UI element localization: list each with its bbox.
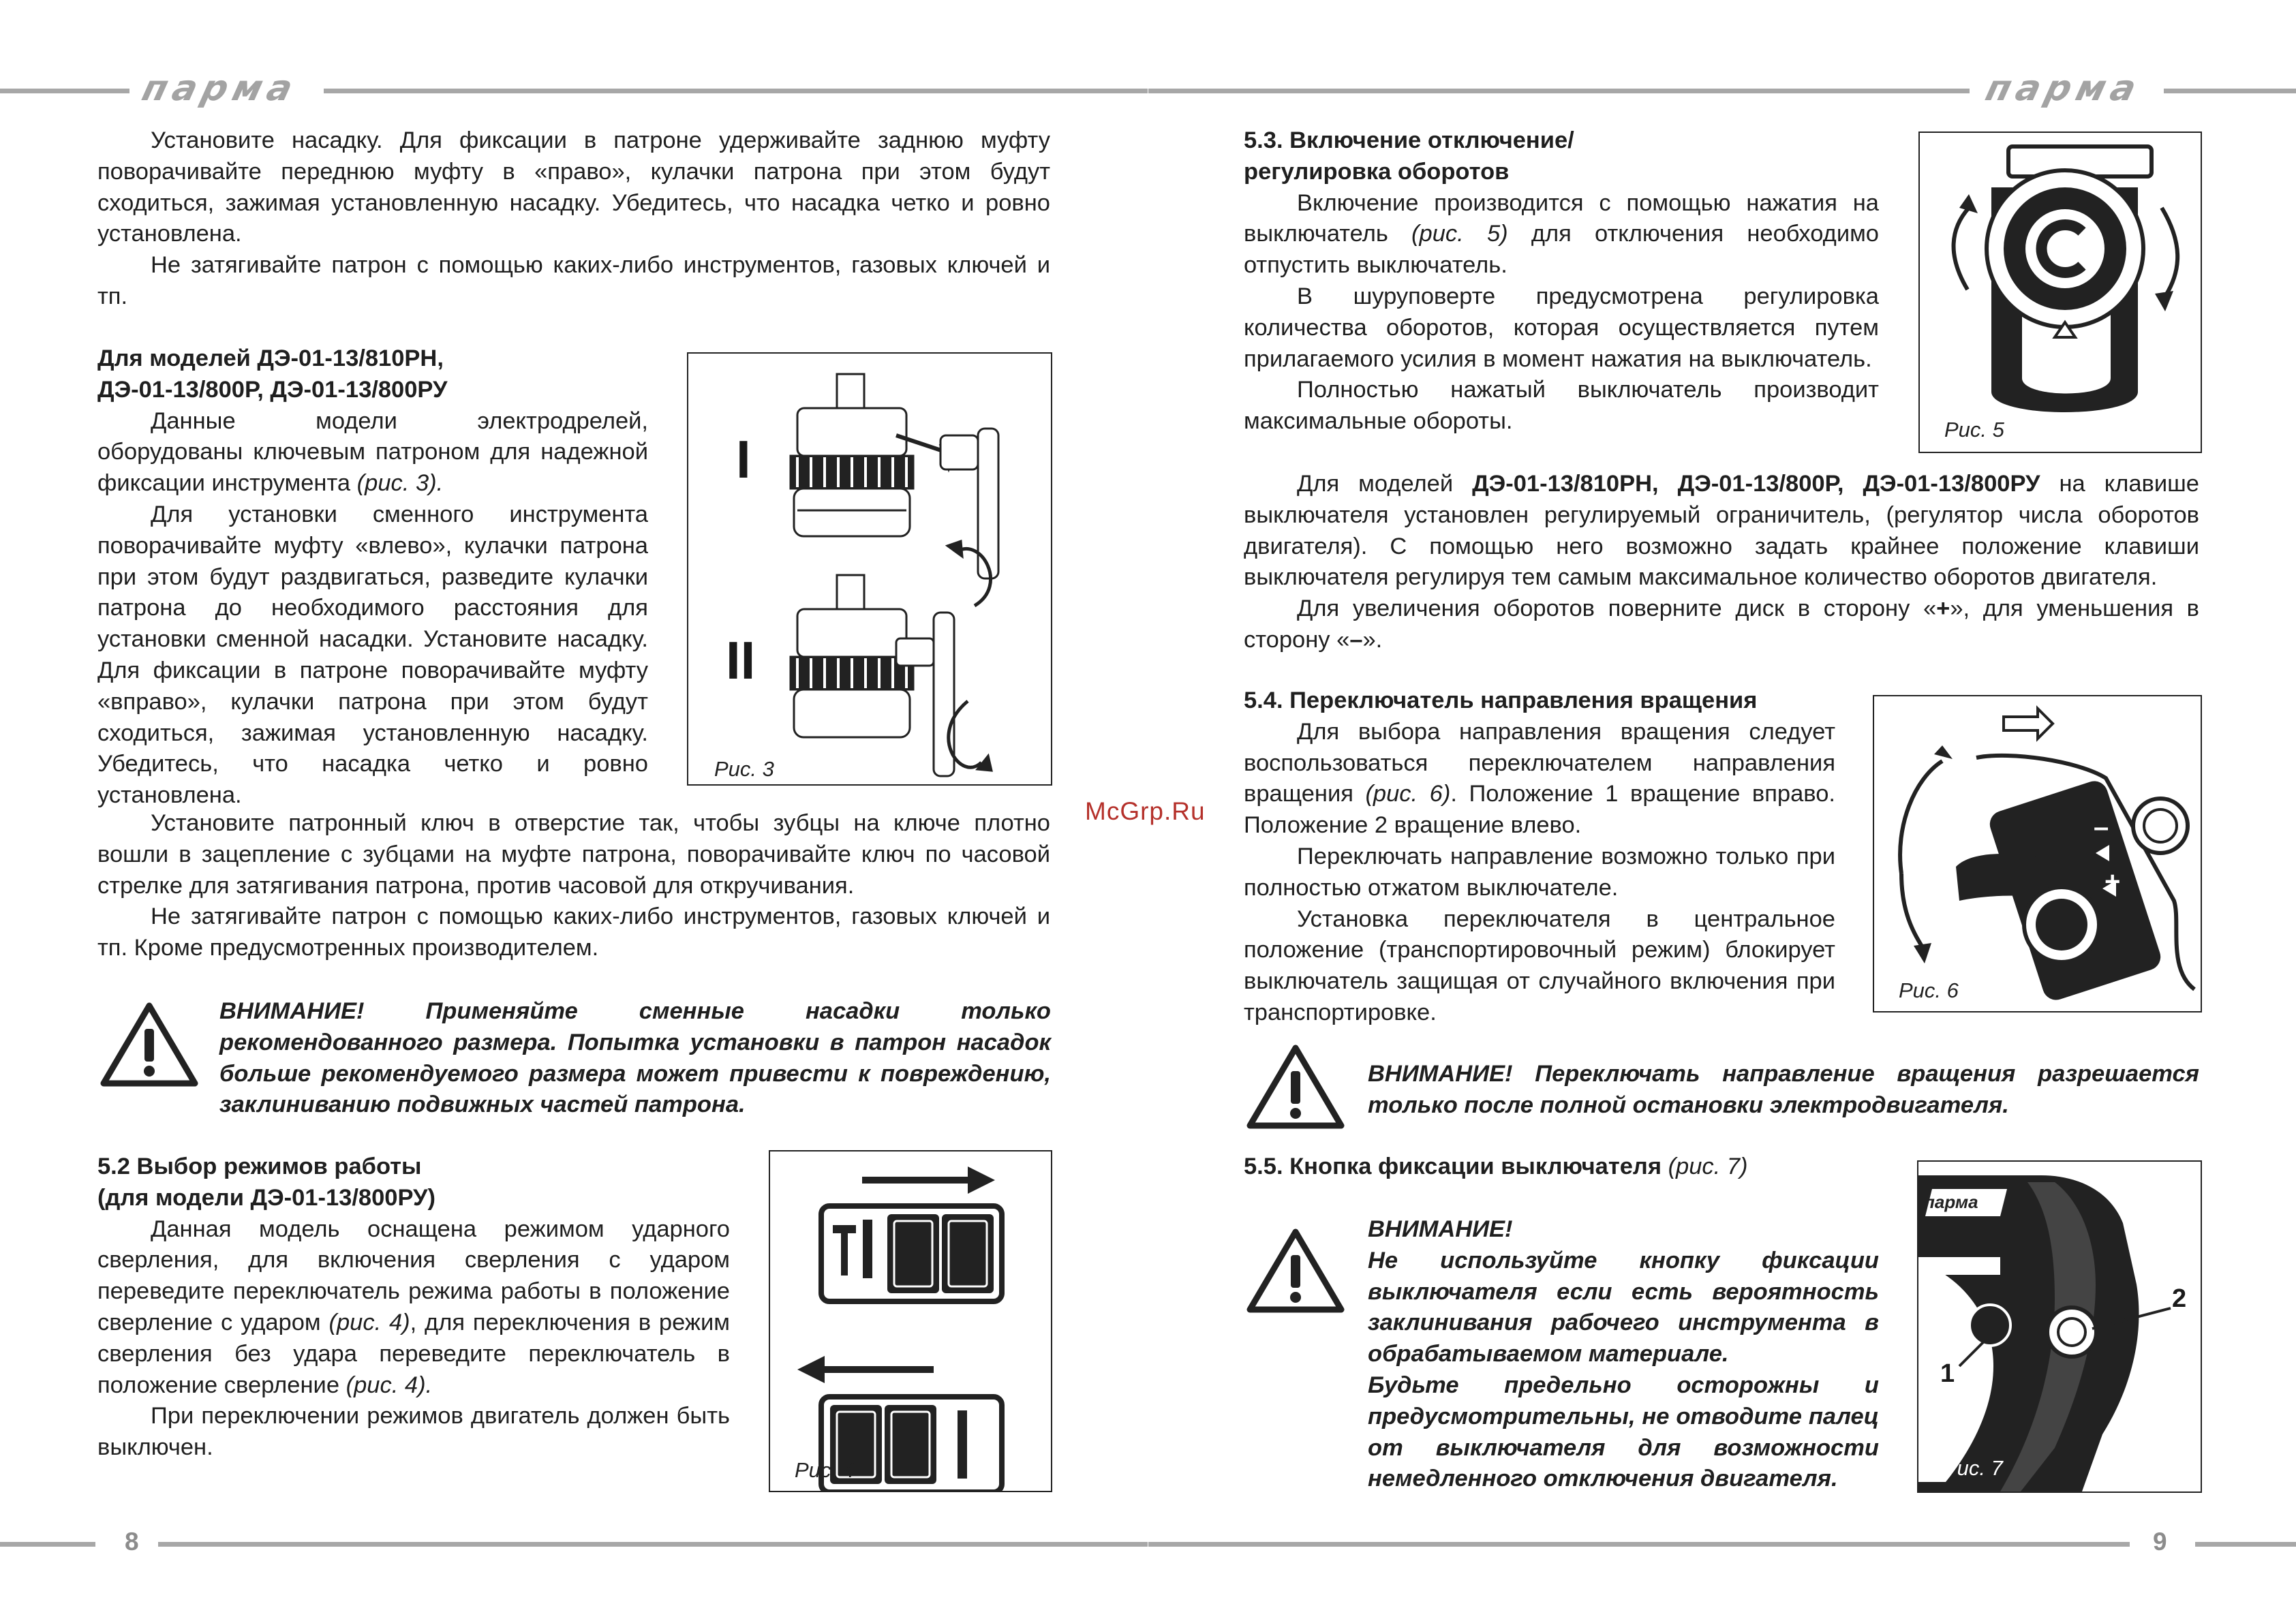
section-5-3-heading: регулировка оборотов <box>1244 158 1510 185</box>
footer-rule-left <box>1148 1542 2130 1547</box>
section-5-3-paragraph: В шуруповерте предусмотрена регулировка количества оборотов, которая осуществляется путем прилагаемого усилия в момент нажатия на выключатель. <box>1244 283 1879 372</box>
right-page <box>1148 0 2296 1623</box>
figure-6-caption: Рис. 6 <box>1899 978 1959 1002</box>
figure-3-caption: Рис. 3 <box>714 757 774 781</box>
warning-text: ВНИМАНИЕ! Переключать направление вращения разрешается только после полной остановки электродвигателя. <box>1368 1061 2199 1118</box>
footer-rule-right <box>158 1542 1148 1547</box>
figure-7-caption: Рис. 7 <box>1943 1456 2003 1480</box>
brand-logo: парма <box>1981 68 2146 109</box>
figure-4 <box>769 1150 1052 1492</box>
fig6-plus-label: + <box>2104 867 2121 897</box>
brand-logo: парма <box>138 68 303 109</box>
section-5-3-cont <box>1244 469 2199 656</box>
page-number: 8 <box>125 1528 139 1556</box>
page-number: 9 <box>2153 1528 2167 1556</box>
section-5-4-paragraph: Установка переключателя в центральное положение (транспортировочный режим) блокирует выключатель защищая от случайного включения при транспортировке. <box>1244 906 1835 1025</box>
fig7-label-2: 2 <box>2172 1284 2187 1313</box>
figure-4-caption: Рис. 4 <box>795 1458 855 1482</box>
section-5-3-heading: 5.3. Включение отключение/ <box>1244 127 1574 153</box>
section-5-3-paragraph: Включение производится с помощью нажатия на выключатель (рис. 5) для отключения необходимо отпустить выключатель. <box>1244 189 1879 279</box>
models-paragraph: Данные модели электродрелей, оборудованы ключевым патроном для надежной фиксации инструмента (рис. 3). <box>97 407 648 497</box>
chuck-key-illustration <box>688 354 1051 784</box>
models-heading: Для моделей ДЭ-01-13/810РН, <box>97 345 444 371</box>
intro-paragraph: Не затягивайте патрон с помощью каких-либо инструментов, газовых ключей и тп. <box>97 252 1050 309</box>
watermark: McGrp.Ru <box>1085 797 1206 825</box>
section-5-3-paragraph: Для моделей ДЭ-01-13/810РН, ДЭ-01-13/800Р, ДЭ-01-13/800РУ на клавише выключателя установлен регулируемый ограничитель, (регулятор числа оборотов двигателя). С помощью него возможно задать крайнее положение клавиши выключателя регулируя тем самым максимальное количество оборотов двигателя. <box>1244 471 2199 591</box>
figure-5 <box>1918 132 2202 453</box>
warning-triangle-icon <box>100 1000 199 1089</box>
figure-6 <box>1873 695 2202 1013</box>
footer-rule-right <box>2195 1542 2296 1547</box>
section-5-5-heading: 5.5. Кнопка фиксации выключателя (рис. 7) <box>1244 1154 1748 1179</box>
section-5-2-paragraph: Данная модель оснащена режимом ударного сверления, для включения сверления с ударом переведите переключатель режима работы в положение сверление с ударом (рис. 4), для переключения в режим сверления без удара переведите переключатель в положение сверление (рис. 4). <box>97 1216 730 1398</box>
header-rule-right <box>324 89 1148 93</box>
footer-rule-left <box>0 1542 95 1547</box>
key-section <box>97 808 1050 964</box>
fig7-label-1: 1 <box>1940 1359 1955 1388</box>
speed-trigger-illustration <box>1920 133 2201 452</box>
fig7-brand-label: парма <box>1924 1192 1978 1212</box>
section-5-3-paragraph: Для увеличения оборотов поверните диск в сторону «+», для уменьшения в сторону «–». <box>1244 596 2200 653</box>
models-heading: ДЭ-01-13/800Р, ДЭ-01-13/800РУ <box>97 376 448 403</box>
warning-text: ВНИМАНИЕ! Применяйте сменные насадки только рекомендованного размера. Попытка установки в патрон насадок больше рекомендуемого размера может привести к повреждению, заклиниванию подвижных частей патрона. <box>219 998 1051 1118</box>
section-5-2 <box>97 1151 730 1464</box>
figure-5-caption: Рис. 5 <box>1944 418 2004 442</box>
models-paragraph: Для установки сменного инструмента поворачивайте муфту «влево», кулачки патрона при этом будут раздвигаться, разведите кулачки патрона до необходимого расстояния для установки сменной насадки. Установите насадку. Для фиксации в патроне поворачивайте муфту «вправо», кулачки патрона при этом будут сходиться, зажимая установленную насадку. Убедитесь, что насадка четко и ровно установлена. <box>97 501 648 809</box>
fig3-label-1: I <box>736 429 751 489</box>
direction-switch-illustration <box>1874 696 2201 1011</box>
intro-text <box>97 125 1050 313</box>
section-5-3 <box>1244 125 1879 437</box>
tools-paragraph: Не затягивайте патрон с помощью каких-либо инструментов, газовых ключей и тп. Кроме предусмотренных производителем. <box>97 903 1050 961</box>
warning-triangle-icon <box>1246 1042 1345 1131</box>
section-5-4-paragraph: Для выбора направления вращения следует воспользоваться переключателем направления вращения (рис. 6). Положение 1 вращение вправо. Положение 2 вращение влево. <box>1244 718 1836 839</box>
section-5-2-heading: (для модели ДЭ-01-13/800РУ) <box>97 1184 436 1211</box>
section-5-3-paragraph: Полностью нажатый выключатель производит максимальные обороты. <box>1244 377 1879 435</box>
header-rule-left <box>1148 89 1970 93</box>
fig6-minus-label: – <box>2094 812 2109 842</box>
fig3-label-2: II <box>726 630 756 690</box>
section-5-5 <box>1244 1151 1857 1183</box>
figure-3 <box>687 352 1052 786</box>
header-rule-left <box>0 89 129 93</box>
section-5-4 <box>1244 685 1835 1029</box>
intro-paragraph: Установите насадку. Для фиксации в патроне удерживайте заднюю муфту поворачивайте переднюю муфту в «право», кулачки патрона при этом будут сходиться, зажимая установленную насадку. Убедитесь, что насадка четко и ровно установлена. <box>97 127 1050 247</box>
section-5-2-paragraph: При переключении режимов двигатель должен быть выключен. <box>97 1403 730 1461</box>
section-5-4-heading: 5.4. Переключатель направления вращения <box>1244 687 1758 713</box>
section-5-4-paragraph: Переключать направление возможно только при полностью отжатом выключателе. <box>1244 843 1835 901</box>
section-5-2-heading: 5.2 Выбор режимов работы <box>97 1154 422 1179</box>
warning-triangle-icon <box>1246 1226 1345 1315</box>
models-section <box>97 343 648 812</box>
figure-7 <box>1917 1160 2202 1493</box>
mode-switch-illustration <box>770 1151 1051 1491</box>
warning-text: ВНИМАНИЕ! Не используйте кнопку фиксации выключателя если есть вероятность заклинивания рабочего инструмента в обрабатываемом материале. Будьте предельно осторожны и предусмотрительны, не отводите палец от выключателя для возможности немедленного отключения двигателя. <box>1368 1216 1879 1492</box>
key-paragraph: Установите патронный ключ в отверстие так, чтобы зубцы на ключе плотно вошли в зацепление с зубцами на муфте патрона, поворачивайте ключ по часовой стрелке для затягивания патрона, против часовой для откручивания. <box>97 810 1050 899</box>
header-rule-right <box>2164 89 2296 93</box>
